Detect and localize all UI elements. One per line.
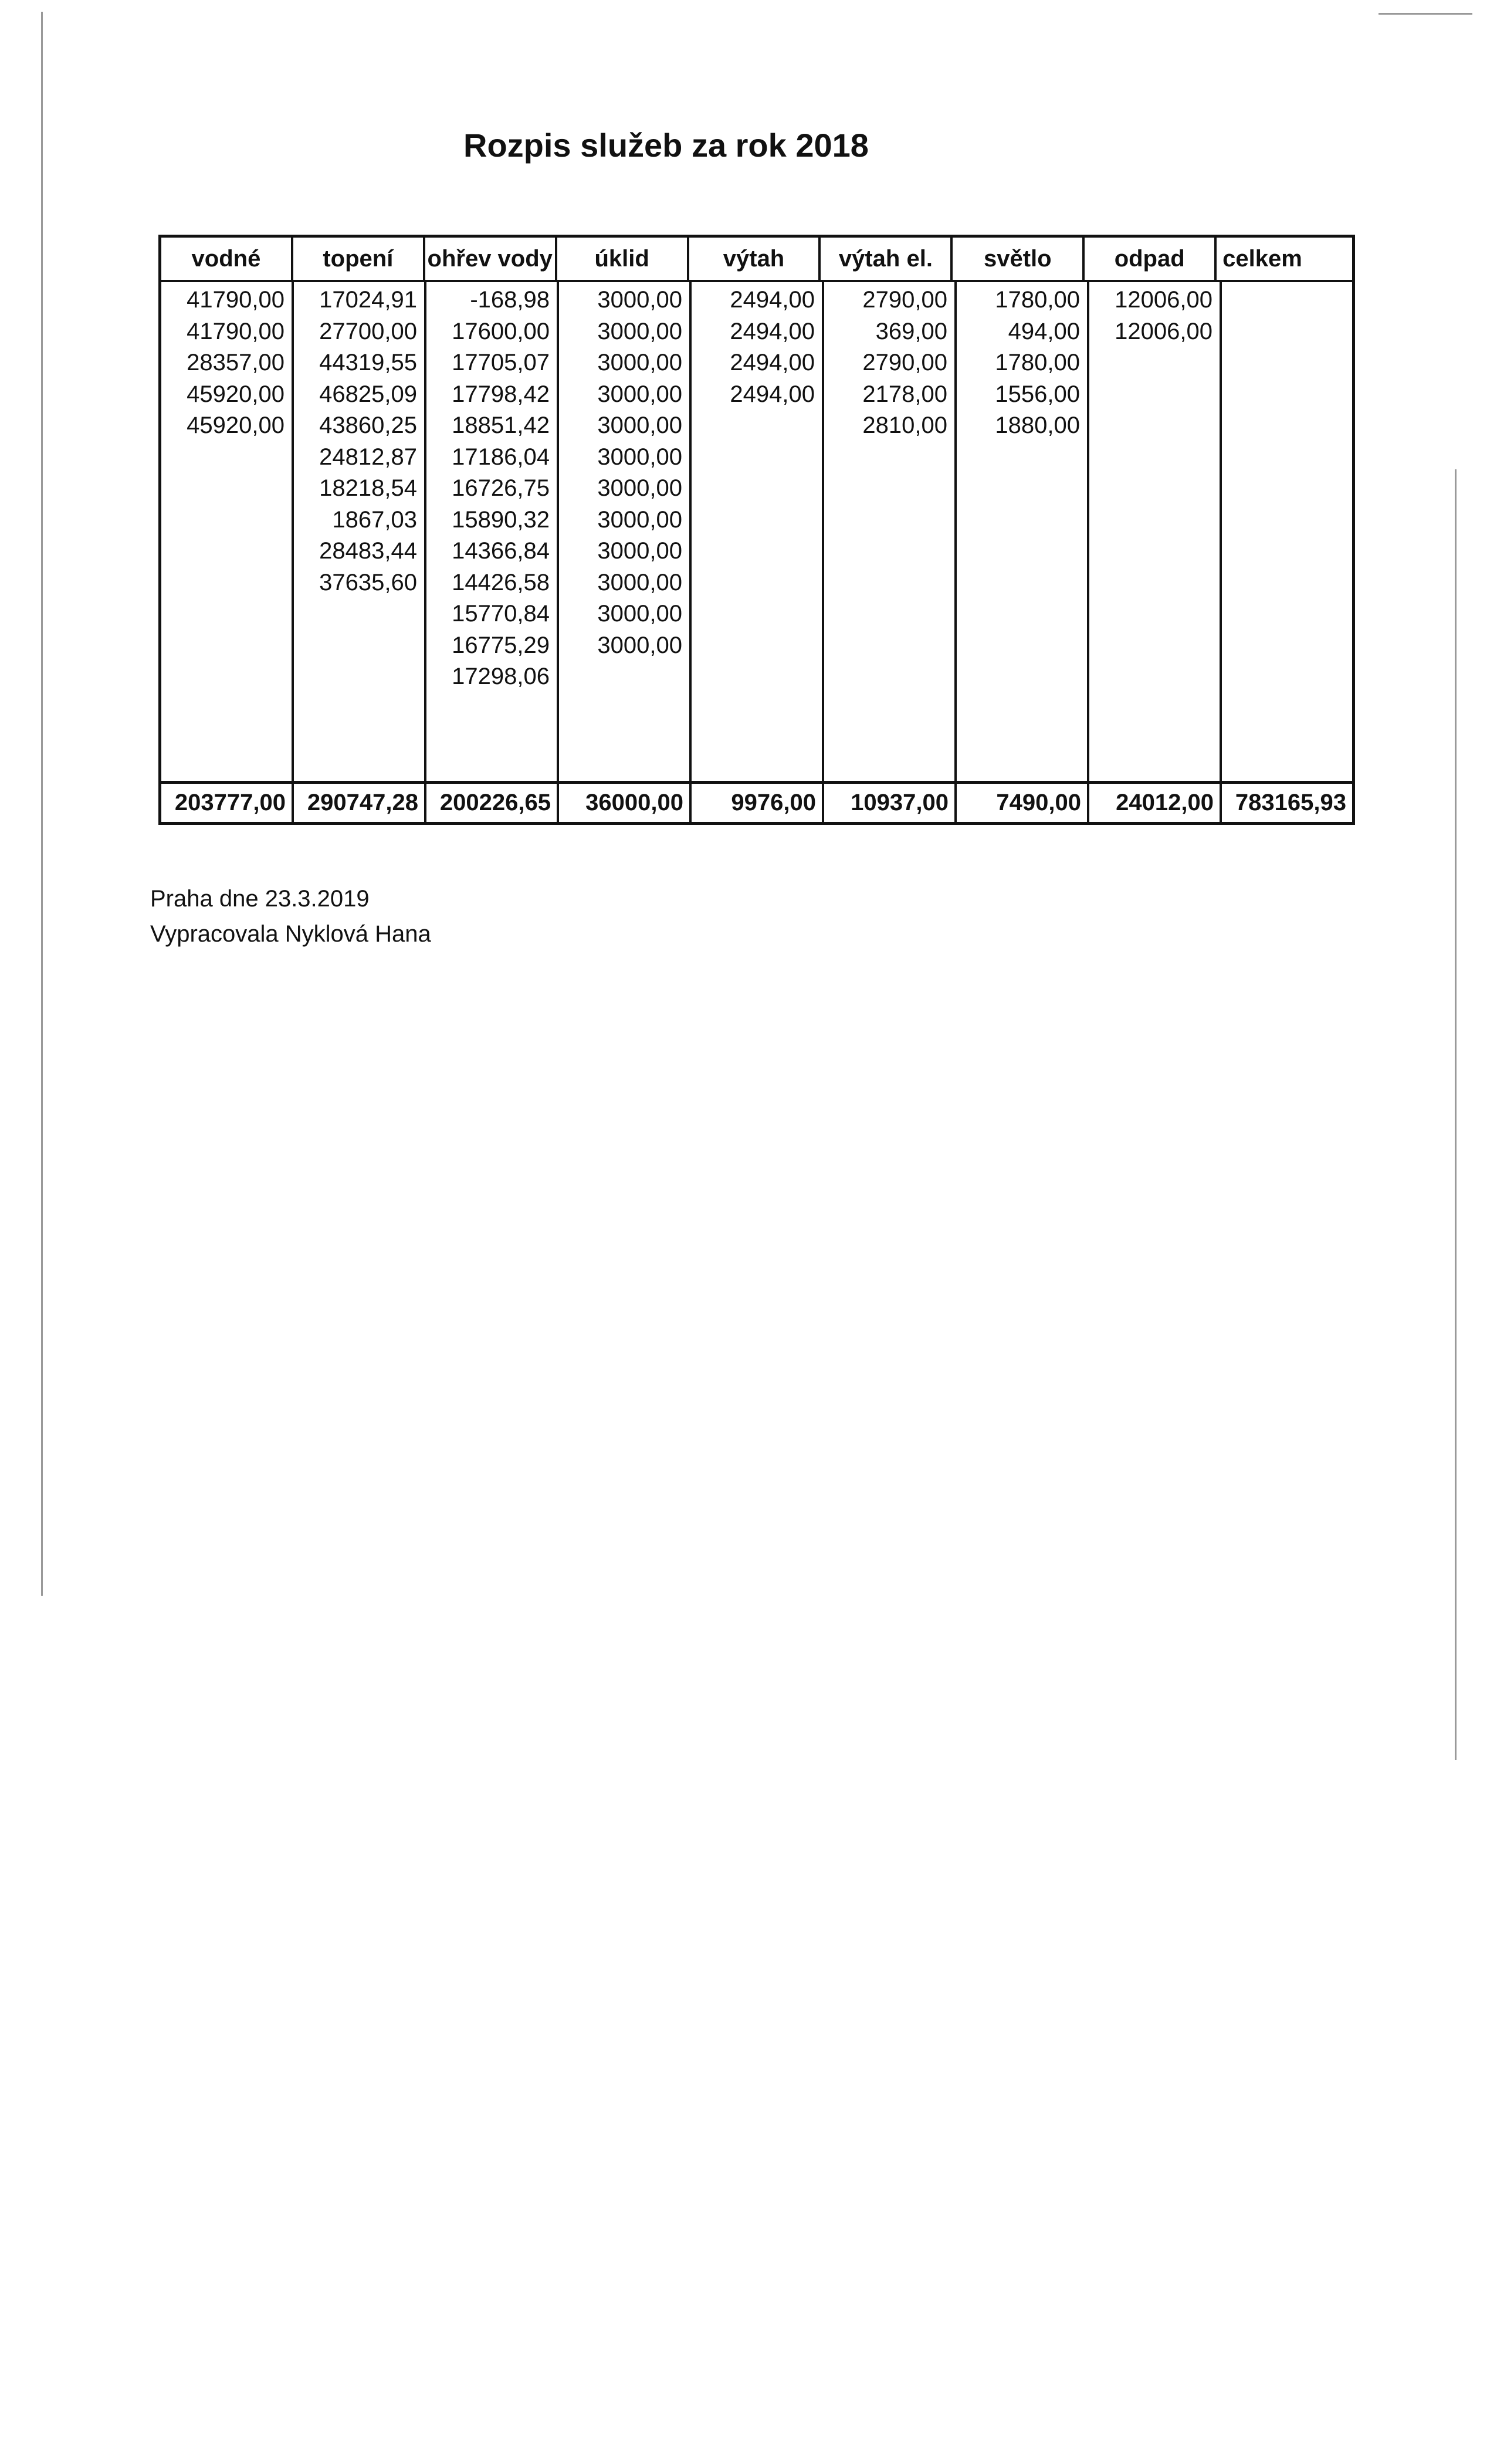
table-cell: 1867,03 [332,506,417,533]
footer-place-date: Praha dne 23.3.2019 [150,886,370,912]
page-title: Rozpis služeb za rok 2018 [463,127,869,164]
scan-margin-line [41,12,43,1596]
table-cell: 18851,42 [452,412,550,438]
table-cell: 3000,00 [597,569,682,595]
table-cell: 17600,00 [452,318,550,344]
table-cell: 494,00 [1008,318,1080,344]
scan-margin-line [1455,469,1457,1760]
total-cell: 7490,00 [957,784,1089,822]
table-cell: 45920,00 [187,412,285,438]
table-cell: 3000,00 [597,412,682,438]
table-cell: 44319,55 [319,350,417,375]
table-cell: 27700,00 [319,318,417,344]
table-cell: 17705,07 [452,350,550,375]
table-cell: 1780,00 [995,350,1080,375]
table-cell: 17298,06 [452,664,550,689]
total-cell: 36000,00 [559,784,692,822]
table-cell: 18218,54 [319,475,417,501]
services-table [158,235,1355,825]
table-cell: 45920,00 [187,381,285,407]
footer-prepared-by: Vypracovala Nyklová Hana [150,921,431,947]
table-cell: 17186,04 [452,444,550,470]
table-cell: -168,98 [470,287,550,313]
value-column [692,282,824,781]
value-column [294,282,426,781]
table-cell: 14366,84 [452,538,550,564]
table-cell: 3000,00 [597,444,682,470]
value-column [559,282,692,781]
table-cell: 15770,84 [452,601,550,627]
table-cell: 3000,00 [597,601,682,627]
column-header: ohřev vody [425,238,557,280]
total-cell: 200226,65 [426,784,559,822]
value-column [426,282,559,781]
table-cell: 2494,00 [730,381,815,407]
scan-margin-line [1379,13,1472,15]
table-cell: 16726,75 [452,475,550,501]
total-cell: 783165,93 [1235,790,1346,815]
table-cell: 3000,00 [597,318,682,344]
table-cell: 46825,09 [319,381,417,407]
table-values-row [161,282,1352,781]
value-column [1222,282,1352,781]
total-cell: 24012,00 [1089,784,1222,822]
table-cell: 3000,00 [597,381,682,407]
value-column [161,282,294,781]
table-cell: 12006,00 [1115,287,1212,313]
table-cell: 2494,00 [730,318,815,344]
table-cell: 1880,00 [995,412,1080,438]
table-cell: 1780,00 [995,287,1080,313]
total-cell: 10937,00 [824,784,957,822]
total-cell: 203777,00 [161,784,294,822]
table-cell: 17798,42 [452,381,550,407]
table-cell: 2494,00 [730,287,815,313]
column-header: výtah [689,238,821,280]
table-cell: 3000,00 [597,287,682,313]
table-cell: 1556,00 [995,381,1080,407]
table-cell: 24812,87 [319,444,417,470]
table-cell: 43860,25 [319,412,417,438]
table-cell: 15890,32 [452,506,550,533]
table-cell: 14426,58 [452,569,550,595]
table-cell: 3000,00 [597,632,682,658]
table-cell: 2790,00 [862,350,947,375]
table-cell: 2790,00 [862,287,947,313]
table-totals-row [161,781,1352,822]
value-column [1089,282,1222,781]
table-cell: 369,00 [875,318,947,344]
table-cell: 2178,00 [862,381,947,407]
table-cell: 41790,00 [187,287,285,313]
column-header: vodné [161,238,293,280]
column-header: topení [293,238,425,280]
total-cell: 290747,28 [294,784,426,822]
table-cell: 2810,00 [862,412,947,438]
table-cell: 41790,00 [187,318,285,344]
total-cell: 9976,00 [692,784,824,822]
table-cell: 3000,00 [597,506,682,533]
table-cell: 16775,29 [452,632,550,658]
table-cell: 3000,00 [597,350,682,375]
table-cell: 2494,00 [730,350,815,375]
column-header: světlo [953,238,1085,280]
table-cell: 17024,91 [319,287,417,313]
table-cell: 3000,00 [597,538,682,564]
table-cell: 37635,60 [319,569,417,595]
column-header: celkem [1222,245,1302,272]
table-cell: 28357,00 [187,350,285,375]
column-header: úklid [557,238,689,280]
table-header-row [161,238,1352,282]
table-cell: 28483,44 [319,538,417,564]
table-cell: 3000,00 [597,475,682,501]
table-cell: 12006,00 [1115,318,1212,344]
value-column [957,282,1089,781]
column-header: výtah el. [821,238,953,280]
column-header: odpad [1085,238,1217,280]
value-column [824,282,957,781]
